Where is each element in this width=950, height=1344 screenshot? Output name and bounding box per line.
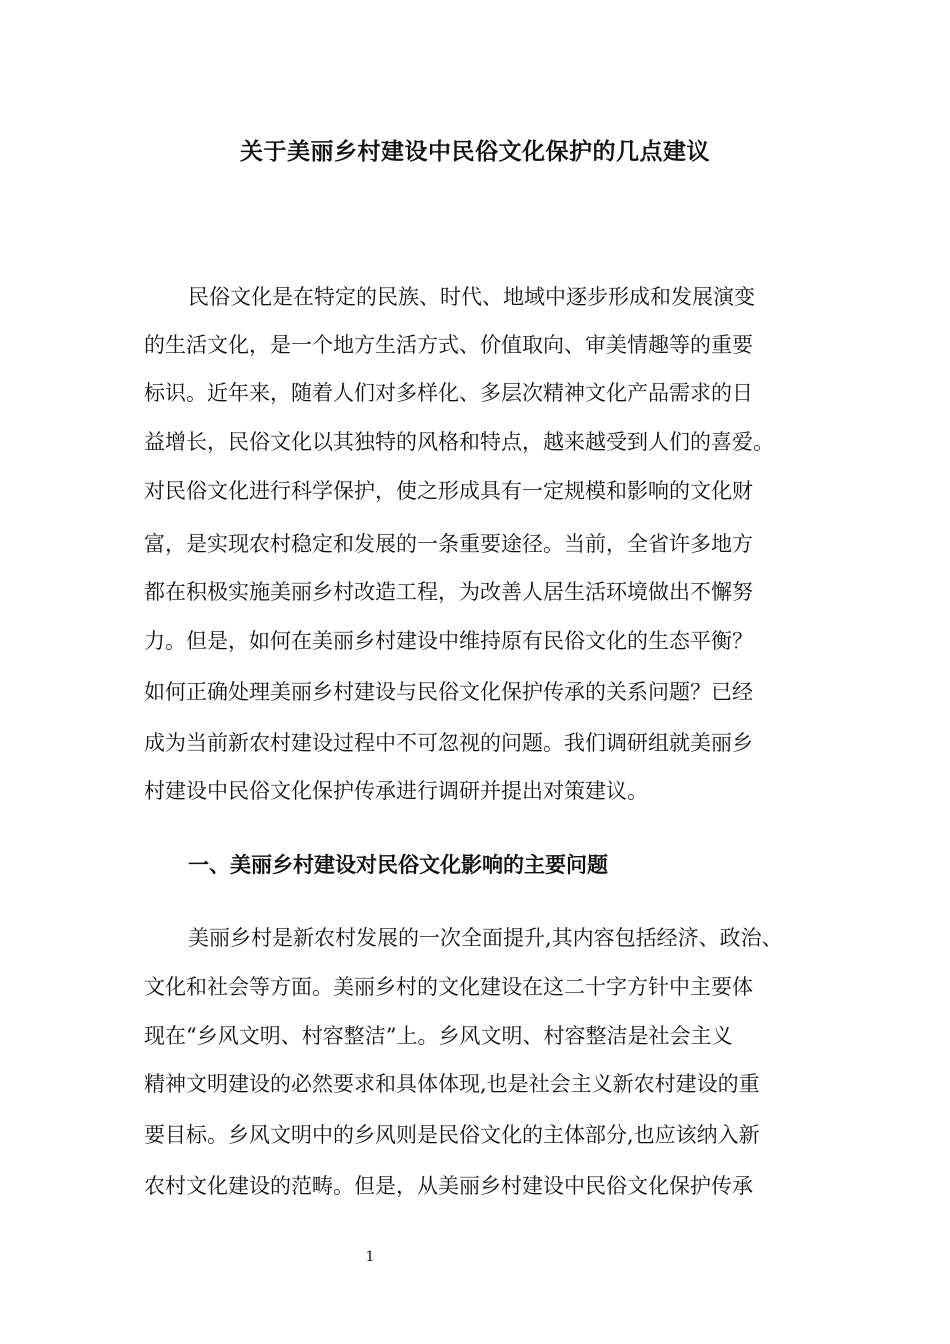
paragraph-2-line-4: 精神文明建设的必然要求和具体体现,也是社会主义新农村建设的重 [144, 1072, 760, 1096]
paragraph-1-line-6: 富，是实现农村稳定和发展的一条重要途径。当前，全省许多地方 [144, 532, 753, 556]
section-1-heading: 一、美丽乡村建设对民俗文化影响的主要问题 [188, 852, 608, 877]
paragraph-1-line-7: 都在积极实施美丽乡村改造工程，为改善人居生活环境做出不懈努 [144, 580, 753, 604]
paragraph-2-line-1: 美丽乡村是新农村发展的一次全面提升,其内容包括经济、政治、 [188, 926, 783, 950]
paragraph-1-line-9: 如何正确处理美丽乡村建设与民俗文化保护传承的关系问题？已经 [144, 680, 753, 704]
paragraph-2-line-5: 要目标。乡风文明中的乡风则是民俗文化的主体部分,也应该纳入新 [144, 1123, 760, 1147]
paragraph-2-line-3: 现在“乡风文明、村容整洁”上。乡风文明、村容整洁是社会主义 [144, 1024, 733, 1048]
paragraph-1-line-2: 的生活文化，是一个地方生活方式、价值取向、审美情趣等的重要 [144, 333, 753, 357]
paragraph-1-line-5: 对民俗文化进行科学保护，使之形成具有一定规模和影响的文化财 [144, 479, 753, 503]
paragraph-1-line-3: 标识。近年来，随着人们对多样化、多层次精神文化产品需求的日 [144, 381, 753, 405]
paragraph-2-line-2: 文化和社会等方面。美丽乡村的文化建设在这二十字方针中主要体 [144, 975, 753, 999]
document-title: 关于美丽乡村建设中民俗文化保护的几点建议 [240, 138, 710, 165]
paragraph-1-line-10: 成为当前新农村建设过程中不可忽视的问题。我们调研组就美丽乡 [144, 731, 753, 755]
paragraph-2-line-6: 农村文化建设的范畴。但是，从美丽乡村建设中民俗文化保护传承 [144, 1174, 753, 1198]
paragraph-1-line-4: 益增长，民俗文化以其独特的风格和特点，越来越受到人们的喜爱。 [144, 430, 774, 454]
paragraph-1-line-1: 民俗文化是在特定的民族、时代、地域中逐步形成和发展演变 [188, 285, 755, 309]
paragraph-1-line-11: 村建设中民俗文化保护传承进行调研并提出对策建议。 [144, 779, 648, 803]
page-number: 1 [365, 1249, 375, 1265]
paragraph-1-line-8: 力。但是，如何在美丽乡村建设中维持原有民俗文化的生态平衡？ [144, 629, 753, 653]
